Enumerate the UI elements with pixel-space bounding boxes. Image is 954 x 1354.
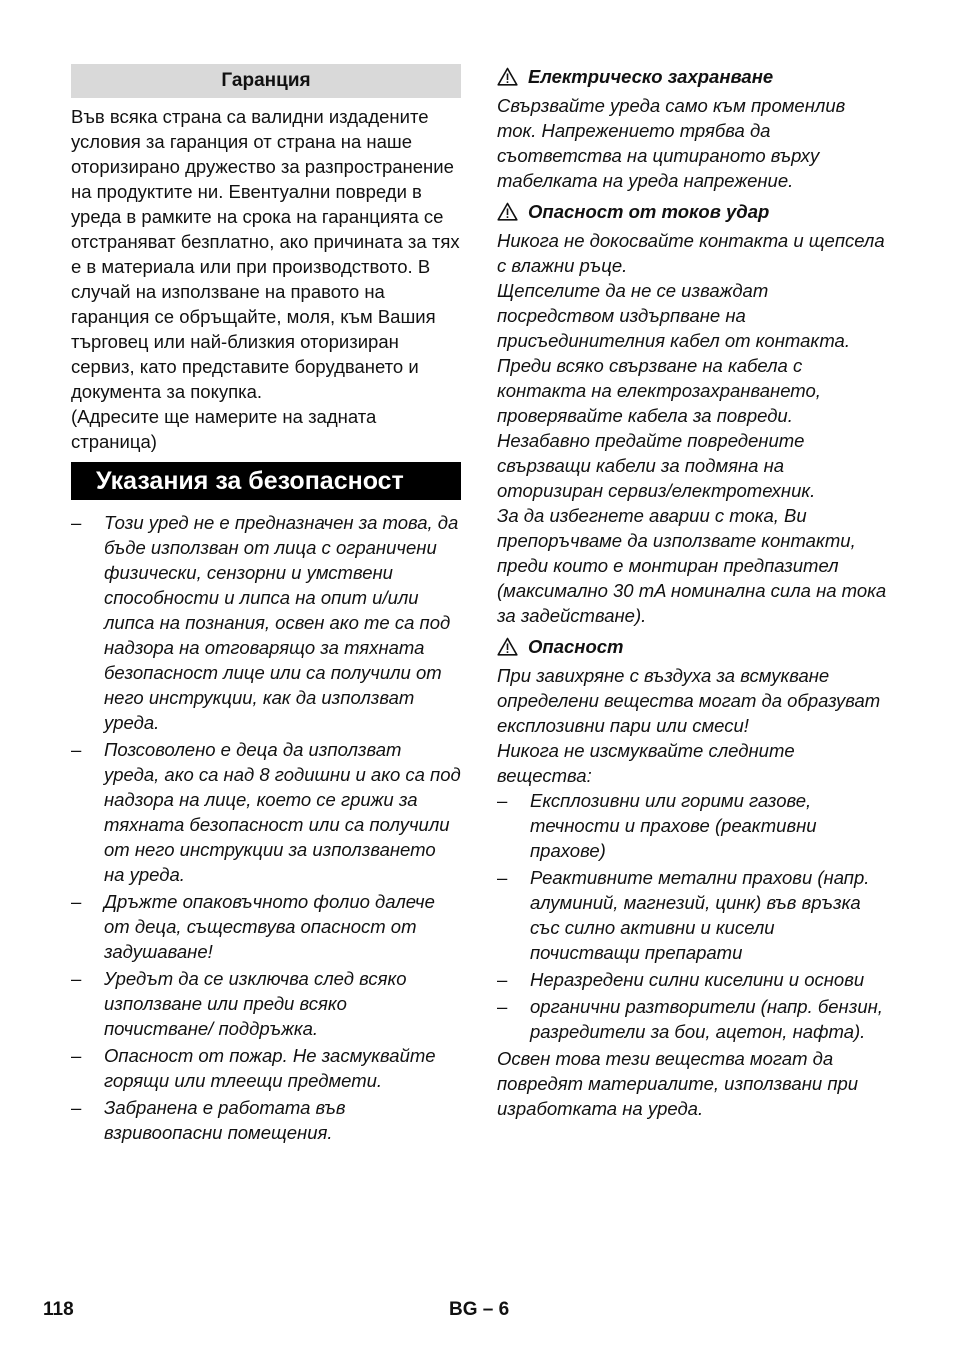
dash-bullet: – — [497, 790, 508, 811]
list-item-text: органични разтворители (напр. бензин, разредители за бои, ацетон, нафта). — [530, 996, 883, 1042]
shock-paragraph: Никога не докосвайте контакта и щепсела с влажни ръце. — [497, 230, 885, 276]
list-item — [71, 966, 461, 1041]
danger-closing: Освен това тези вещества могат да повредят материалите, използвани при изработката на уреда. — [497, 1048, 859, 1119]
warranty-note: (Адресите ще намерите на задната страница) — [71, 406, 377, 452]
list-item — [71, 510, 461, 735]
dash-bullet: – — [71, 739, 82, 760]
list-item-text: Този уред не е предназначен за това, да бъде използван от лица с ограничени физически, сензорни и умствени способности и липса на опит и/или липса на познания, освен ако те са под надзора на отговарящо за тяхната безопасност лице или са получили от него инструкции, как да използват уреда. — [104, 512, 459, 733]
shock-paragraph: Незабавно предайте повредените свързващи кабели за подмяна на оторизиран сервиз/електротехник. — [497, 430, 816, 501]
list-item — [71, 737, 461, 887]
dash-bullet: – — [71, 1045, 82, 1066]
dash-bullet: – — [497, 867, 508, 888]
list-item-text: Позсоволено е деца да използват уреда, ако са над 8 годишни и ако са под надзора на лице, което се грижи за тяхната безопасност или са получили от него инструкции за използването на уреда. — [104, 739, 461, 885]
list-item-text: Забранена е работата във взривоопасни помещения. — [104, 1097, 346, 1143]
list-item — [497, 788, 887, 863]
dash-bullet: – — [71, 968, 82, 989]
list-item-text: Уредът да се изключва след всяко използване или преди всяко почистване/ поддръжка. — [104, 968, 407, 1039]
shock-paragraph: Щепселите да не се изваждат посредством издърпване на присъединителния кабел от контакта. — [497, 280, 850, 351]
danger-heading — [497, 634, 887, 659]
dash-bullet: – — [497, 969, 508, 990]
warranty-text: Във всяка страна са валидни издадените условия за гаранция от страна на наше оторизирано дружество за разпространение на продуктите ни. Евентуални повреди в уреда в рамките на срока на гаранцията се отстраняват безплатно, ако причината за тях е в материала или при производството. В случай на използване на правото на гаранция се обръщайте, моля, към Вашия търговец или най-близкия оторизиран сервиз, като представите борудването и документа за покупка. — [71, 106, 460, 402]
safety-heading: Указания за безопасност — [71, 462, 461, 500]
list-item — [71, 1095, 461, 1145]
list-item — [71, 1043, 461, 1093]
electrical-heading-text: Електрическо захранване — [528, 66, 774, 87]
warning-triangle-icon — [497, 67, 518, 86]
safety-list — [71, 510, 461, 1145]
danger-list — [497, 788, 887, 1044]
list-item-text: Неразредени силни киселини и основи — [530, 969, 865, 990]
danger-heading-text: Опасност — [528, 636, 624, 657]
electrical-heading — [497, 64, 887, 89]
shock-heading — [497, 199, 887, 224]
shock-heading-text: Опасност от токов удар — [528, 201, 770, 222]
shock-paragraph: Преди всяко свързване на кабела с контакта на електрозахранването, проверявайте кабела за повреди. — [497, 355, 821, 426]
shock-paragraph: За да избегнете аварии с тока, Ви препоръчваме да използвате контакти, преди които е монтиран предпазител (максимално 30 mA номинална сила на тока за задействане). — [497, 505, 887, 626]
list-item-text: Дръжте опаковъчното фолио далече от деца, съществува опасност от задушаване! — [104, 891, 435, 962]
left-column — [71, 64, 461, 1147]
list-item — [71, 889, 461, 964]
page-number: 118 — [43, 1299, 74, 1320]
list-item-text: Експлозивни или горими газове, течности и прахове (реактивни прахове) — [530, 790, 817, 861]
danger-intro: При завихряне с въздуха за всмукване определени вещества могат да образуват експлозивни пари или смеси! — [497, 665, 881, 736]
dash-bullet: – — [71, 512, 82, 533]
list-item — [497, 865, 887, 965]
dash-bullet: – — [71, 891, 82, 912]
list-item — [497, 994, 887, 1044]
electrical-text: Свързвайте уреда само към променлив ток. Напрежението трябва да съответства на цитираното върху табелката на уреда напрежение. — [497, 95, 846, 191]
list-item-text: Реактивните метални прахови (напр. алуминий, магнезий, цинк) във връзка със силно активни и кисели почистващи препарати — [530, 867, 870, 963]
danger-intro: Никога не изсмуквайте следните вещества: — [497, 740, 795, 786]
list-item-text: Опасност от пожар. Не засмуквайте горящи или тлеещи предмети. — [104, 1045, 436, 1091]
right-column — [497, 64, 887, 1121]
warning-triangle-icon — [497, 637, 518, 656]
dash-bullet: – — [497, 996, 508, 1017]
dash-bullet: – — [71, 1097, 82, 1118]
list-item — [497, 967, 887, 992]
section-code: BG – 6 — [449, 1299, 510, 1320]
warranty-heading: Гаранция — [71, 64, 461, 98]
warning-triangle-icon — [497, 202, 518, 221]
